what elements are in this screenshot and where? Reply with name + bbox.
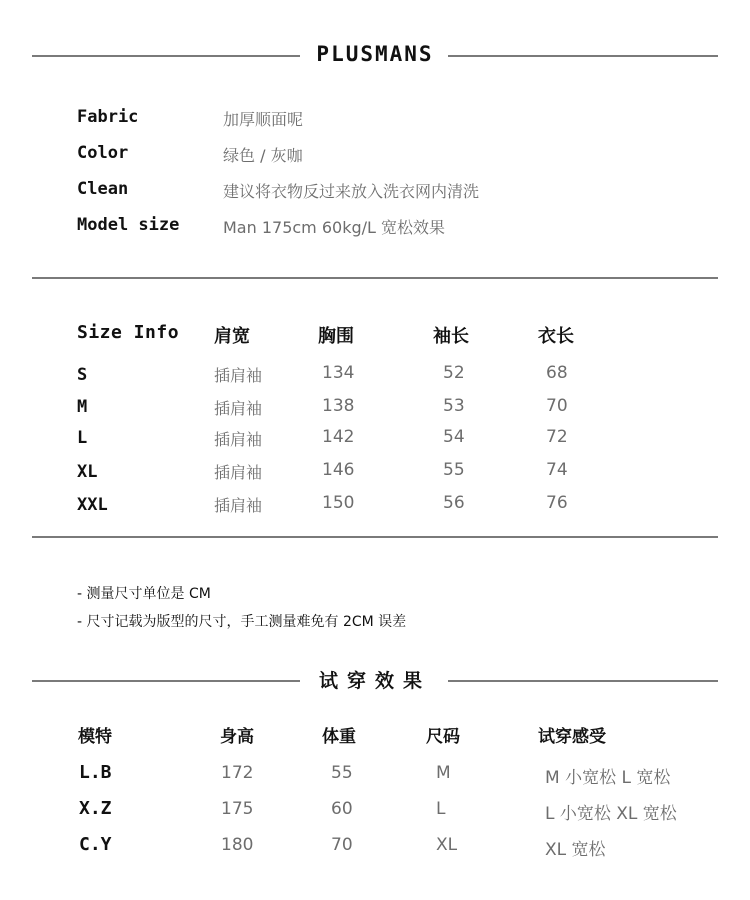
tryon-header-feel: 试穿感受: [538, 727, 606, 747]
size-row-shoulder: 插肩袖: [214, 366, 263, 385]
size-row-shoulder: 插肩袖: [214, 463, 263, 482]
tryon-row-size: M: [436, 763, 451, 783]
tryon-header-model: 模特: [78, 727, 112, 747]
tryon-row-height: 175: [221, 799, 254, 819]
tryon-row-size: XL: [436, 835, 458, 855]
size-row-sleeve: 56: [443, 493, 465, 513]
size-row-size: XXL: [77, 495, 108, 515]
tryon-row-size: L: [436, 799, 446, 819]
size-row-length: 72: [546, 427, 568, 447]
size-row-size: M: [77, 397, 88, 417]
info-value-clean: 建议将衣物反过来放入洗衣网内清洗: [223, 182, 480, 201]
info-label-model-size: Model size: [77, 215, 180, 235]
size-row-chest: 146: [322, 460, 355, 480]
size-table-header-chest: 胸围: [318, 326, 354, 347]
tryon-row-weight: 60: [331, 799, 353, 819]
size-row-shoulder: 插肩袖: [214, 399, 263, 418]
header-rule-left: [32, 55, 300, 57]
size-table-header-length: 衣长: [538, 326, 574, 347]
size-row-length: 76: [546, 493, 568, 513]
divider-top: [32, 277, 718, 279]
info-value-color: 绿色 / 灰咖: [223, 146, 303, 165]
tryon-row-weight: 70: [331, 835, 353, 855]
tryon-title: 试穿效果: [318, 670, 431, 692]
tryon-rule-right: [448, 680, 718, 682]
size-row-chest: 134: [322, 363, 355, 383]
tryon-row-height: 172: [221, 763, 254, 783]
tryon-row-model: C.Y: [79, 834, 112, 855]
info-value-model-size: Man 175cm 60kg/L 宽松效果: [223, 218, 446, 237]
size-row-size: L: [77, 428, 88, 448]
tryon-row-model: L.B: [79, 762, 112, 783]
size-row-shoulder: 插肩袖: [214, 430, 263, 449]
brand-title: PLUSMANS: [316, 42, 434, 66]
tryon-row-weight: 55: [331, 763, 353, 783]
tryon-rule-left: [32, 680, 300, 682]
tryon-row-height: 180: [221, 835, 254, 855]
size-row-size: S: [77, 365, 88, 385]
size-table-header-shoulder: 肩宽: [214, 326, 250, 347]
note-tolerance: - 尺寸记载为版型的尺寸，手工测量难免有 2CM 误差: [77, 614, 407, 630]
size-table-header-size: Size Info: [77, 322, 180, 343]
tryon-row-feel: XL 宽松: [545, 840, 606, 860]
size-row-sleeve: 53: [443, 396, 465, 416]
info-label-fabric: Fabric: [77, 107, 139, 127]
size-row-chest: 142: [322, 427, 355, 447]
tryon-header-size: 尺码: [426, 727, 460, 747]
size-row-size: XL: [77, 462, 98, 482]
header-rule-right: [448, 55, 718, 57]
tryon-row-feel: L 小宽松 XL 宽松: [545, 804, 677, 824]
tryon-row-feel: M 小宽松 L 宽松: [545, 768, 671, 788]
info-value-fabric: 加厚顺面呢: [223, 110, 304, 129]
divider-middle: [32, 536, 718, 538]
info-label-color: Color: [77, 143, 129, 163]
size-row-sleeve: 52: [443, 363, 465, 383]
tryon-row-model: X.Z: [79, 798, 112, 819]
size-row-length: 74: [546, 460, 568, 480]
size-row-chest: 150: [322, 493, 355, 513]
size-row-length: 70: [546, 396, 568, 416]
size-row-shoulder: 插肩袖: [214, 496, 263, 515]
size-row-sleeve: 55: [443, 460, 465, 480]
size-row-length: 68: [546, 363, 568, 383]
info-label-clean: Clean: [77, 179, 129, 199]
size-row-chest: 138: [322, 396, 355, 416]
tryon-header-height: 身高: [220, 727, 254, 747]
note-unit: - 测量尺寸单位是 CM: [77, 586, 211, 602]
tryon-header-weight: 体重: [322, 727, 356, 747]
size-row-sleeve: 54: [443, 427, 465, 447]
size-table-header-sleeve: 袖长: [433, 326, 469, 347]
